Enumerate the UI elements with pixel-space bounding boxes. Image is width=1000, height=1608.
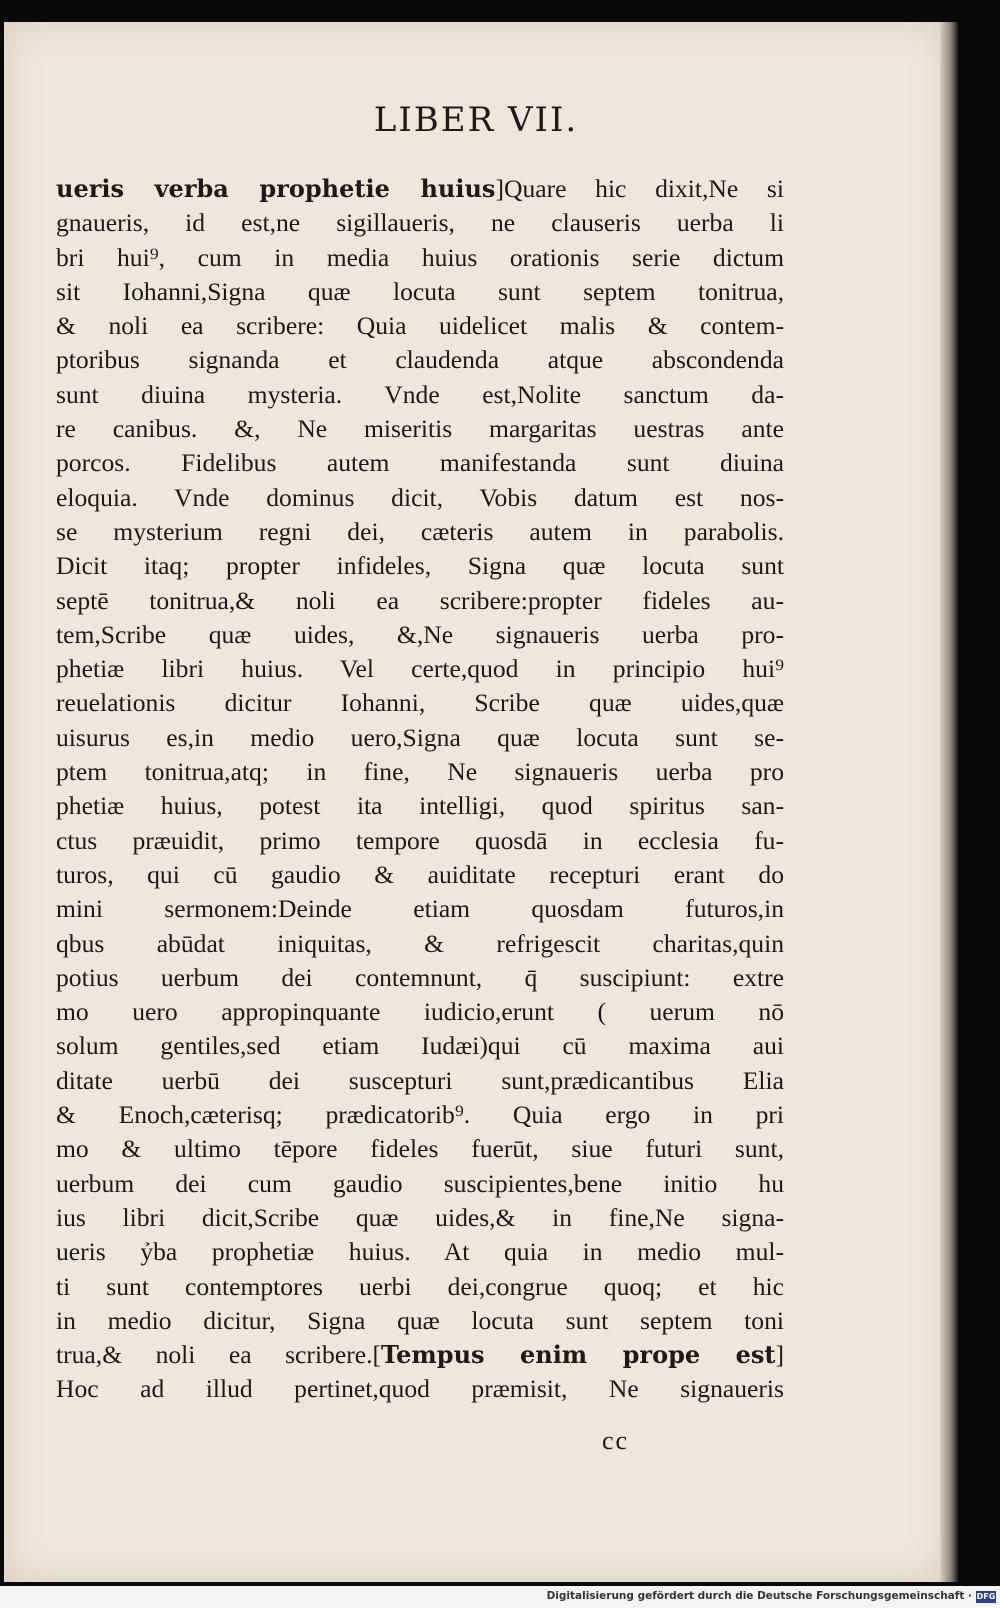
text-segment: uerbum dei cum gaudio suscipientes,bene initio hu: [56, 1168, 784, 1198]
signature-mark: cc: [602, 1426, 630, 1455]
text-line: [56, 789, 784, 823]
text-line: [56, 755, 784, 789]
text-segment: mo & ultimo tēpore fideles fuerūt, siue futuri sunt,: [56, 1134, 784, 1164]
text-line: [56, 412, 784, 446]
text-line: [56, 1167, 784, 1201]
text-segment: gnaueris, id est,ne sigillaueris, ne clauseris uerba li: [56, 208, 784, 238]
text-line: [56, 1201, 784, 1235]
text-segment: ctus præuidit, primo tempore quosdā in ecclesia fu-: [56, 825, 784, 855]
text-line: [56, 1304, 784, 1338]
text-segment: potius uerbum dei contemnunt, q̄ suscipiunt: extre: [56, 962, 784, 992]
text-segment: turos, qui cū gaudio & auiditate recepturi erant do: [56, 859, 784, 889]
text-line: [56, 1029, 784, 1063]
text-segment: & noli ea scribere: Quia uidelicet malis & contem-: [56, 311, 784, 341]
text-segment: ditate uerbū dei suscepturi sunt,prædicantibus Elia: [56, 1065, 784, 1095]
text-line: [56, 1235, 784, 1269]
running-head: LIBER VII.: [373, 100, 579, 140]
text-segment: sit Iohanni,Signa quæ locuta sunt septem tonitrua,: [56, 276, 784, 306]
text-line: [56, 309, 784, 343]
text-segment: uisurus es,in medio uero,Signa quæ locuta sunt se-: [56, 722, 784, 752]
text-line: [56, 824, 784, 858]
text-segment: se mysterium regni dei, cæteris autem in parabolis.: [56, 516, 784, 546]
text-line: [56, 481, 784, 515]
text-segment: & Enoch,cæterisq; prædicatorib⁹. Quia ergo in pri: [56, 1100, 784, 1130]
text-line: [56, 721, 784, 755]
text-line: [56, 892, 784, 926]
text-segment: sunt diuina mysteria. Vnde est,Nolite sanctum da-: [56, 379, 784, 409]
text-line: [56, 618, 784, 652]
text-line: [56, 858, 784, 892]
text-line: [56, 584, 784, 618]
text-segment: septē tonitrua,& noli ea scribere:propter fideles au-: [56, 585, 784, 615]
text-line: [56, 206, 784, 240]
text-segment: reuelationis dicitur Iohanni, Scribe quæ uides,quæ: [56, 688, 784, 718]
text-segment: Hoc ad illud pertinet,quod præmisit, Ne signaueris: [56, 1374, 784, 1404]
text-line: [56, 343, 784, 377]
text-line: [56, 961, 784, 995]
text-line: [56, 1338, 784, 1372]
text-segment: mo uero appropinquante iudicio,erunt ( uerum nō: [56, 997, 784, 1027]
text-segment: ueris ỷba prophetiæ huius. At quia in medio mul-: [56, 1237, 784, 1267]
text-line: [56, 652, 784, 686]
text-segment: phetiæ libri huius. Vel certe,quod in principio hui⁹: [56, 654, 784, 684]
text-line: [56, 549, 784, 583]
text-segment: mini sermonem:Deinde etiam quosdam futuros,in: [56, 894, 784, 924]
text-line: [56, 1098, 784, 1132]
text-line: [56, 1270, 784, 1304]
text-segment: in medio dicitur, Signa quæ locuta sunt septem toni: [56, 1305, 784, 1335]
book-page: [4, 22, 948, 1582]
footer-credit: Digitalisierung gefördert durch die Deutsche Forschungsgemeinschaft ·: [546, 1590, 972, 1602]
dfg-logo-icon: DFG: [976, 1592, 996, 1601]
text-line: [56, 241, 784, 275]
text-segment: tem,Scribe quæ uides, &,Ne signaueris uerba pro-: [56, 619, 784, 649]
text-line: [56, 446, 784, 480]
blackletter-lemma: ueris verba prophetie huius: [56, 174, 496, 203]
text-segment: bri hui⁹, cum in media huius orationis serie dictum: [56, 242, 784, 272]
text-segment: trua,& noli ea scribere.[: [56, 1340, 382, 1370]
text-line: [56, 927, 784, 961]
text-segment: ti sunt contemptores uerbi dei,congrue quoq; et hic: [56, 1271, 784, 1301]
page-edge: [940, 22, 958, 1582]
text-segment: ]: [775, 1340, 784, 1370]
text-segment: solum gentiles,sed etiam Iudæi)qui cū maxima aui: [56, 1031, 784, 1061]
text-segment: ptoribus signanda et claudenda atque abscondenda: [56, 345, 784, 375]
text-segment: phetiæ huius, potest ita intelligi, quod spiritus san-: [56, 791, 784, 821]
text-segment: ptem tonitrua,atq; in fine, Ne signaueris uerba pro: [56, 757, 784, 787]
text-line: [56, 378, 784, 412]
blackletter-lemma: Tempus enim prope est: [381, 1340, 776, 1370]
text-segment: Dicit itaq; propter infideles, Signa quæ locuta sunt: [56, 551, 784, 581]
text-line: [56, 275, 784, 309]
text-segment: ]Quare hic dixit,Ne si: [495, 174, 784, 203]
page-text: [56, 172, 784, 1407]
text-segment: porcos. Fidelibus autem manifestanda sunt diuina: [56, 448, 784, 478]
text-line: [56, 995, 784, 1029]
text-line: [56, 1132, 784, 1166]
text-line: [56, 1064, 784, 1098]
text-line: [56, 515, 784, 549]
text-segment: eloquia. Vnde dominus dicit, Vobis datum est nos-: [56, 482, 784, 512]
text-line: [56, 1372, 784, 1406]
text-line: [56, 172, 784, 206]
text-segment: re canibus. &, Ne miseritis margaritas uestras ante: [56, 414, 784, 444]
text-segment: qbus abūdat iniquitas, & refrigescit charitas,quin: [56, 928, 784, 958]
text-segment: ius libri dicit,Scribe quæ uides,& in fine,Ne signa-: [56, 1202, 784, 1232]
text-line: [56, 686, 784, 720]
